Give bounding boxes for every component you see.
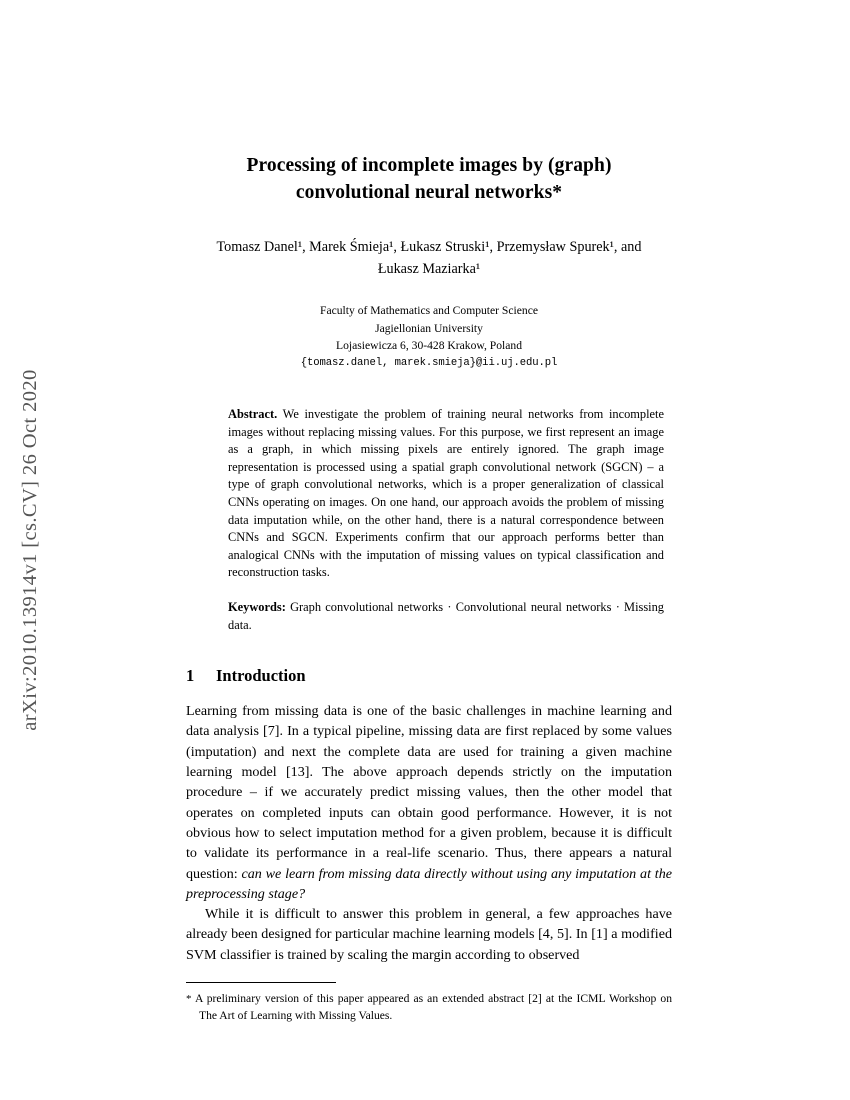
title-line-2: convolutional neural networks* (295, 182, 563, 203)
affiliation-block (186, 302, 672, 372)
abstract-label: Abstract. (228, 407, 278, 421)
section-heading-introduction (186, 666, 672, 686)
paragraph-intro-1-emphasis: can we learn from missing data directly without using any imputation at the preprocessing stage? (186, 865, 672, 902)
paragraph-intro-1-text: Learning from missing data is one of the basic challenges in machine learning and data analysis [7]. In a typical pipeline, missing data are first replaced by some values (imputation) and next the complete data are used for training a given machine learning model [13]. The above approach depends strictly on the imputation procedure – if we accurately predict missing values, then the other model that operates on completed inputs can obtain good performance. However, it is not obvious how to select imputation method for a given problem, because it is difficult to validate its performance in a real-life scenario. Thus, there appears a natural question: (186, 703, 672, 882)
section-number: 1 (186, 666, 195, 686)
author-line-1: Tomasz Danel¹, Marek Śmieja¹, Łukasz Struski¹, Przemysław Spurek¹, and (216, 239, 642, 255)
keywords-text: Graph convolutional networks · Convolutional neural networks · Missing data. (228, 599, 664, 632)
paragraph-intro-2: While it is difficult to answer this problem in general, a few approaches have already been designed for particular machine learning models [4, 5]. In [1] a modified SVM classifier is trained by scaling the margin according to observed (186, 906, 672, 963)
contact-email: {tomasz.danel, marek.smieja}@ii.uj.edu.pl (300, 356, 558, 369)
footnote-text: A preliminary version of this paper appeared as an extended abstract [2] at the ICML Workshop on The Art of Learning with Missing Values. (194, 991, 673, 1022)
abstract-section (228, 406, 664, 582)
keywords-label: Keywords: (228, 599, 286, 614)
author-list (186, 236, 672, 280)
section-title: Introduction (216, 666, 306, 686)
footnote-divider (186, 982, 336, 983)
footnote (186, 991, 672, 1023)
affiliation-line-1: Faculty of Mathematics and Computer Science (320, 304, 538, 317)
footnote-marker: * (186, 992, 192, 1005)
paper-content-column (186, 0, 672, 1100)
arxiv-identifier-stamp: arXiv:2010.13914v1 [cs.CV] 26 Oct 2020 (18, 369, 41, 731)
affiliation-line-3: Lojasiewicza 6, 30-428 Krakow, Poland (336, 339, 522, 352)
affiliation-line-2: Jagiellonian University (375, 321, 483, 335)
page-title (186, 152, 672, 206)
title-line-1: Processing of incomplete images by (graph) (246, 155, 612, 176)
abstract-text: We investigate the problem of training neural networks from incomplete images without replacing missing values. For this purpose, we first represent an image as a graph, in which missing pixels are entirely ignored. The graph image representation is processed using a spatial graph convolutional network (SGCN) – a type of graph convolutional networks, which is a proper generalization of classical CNNs operating on images. On one hand, our approach avoids the problem of missing data imputation while, on the other hand, there is a natural correspondence between CNNs and SGCN. Experiments confirm that our approach performs better than analogical CNNs with the imputation of missing values on typical classification and reconstruction tasks. (228, 407, 665, 580)
keywords-section (228, 599, 664, 634)
author-line-2: Łukasz Maziarka¹ (377, 261, 481, 277)
paragraph-intro-1 (186, 701, 672, 904)
